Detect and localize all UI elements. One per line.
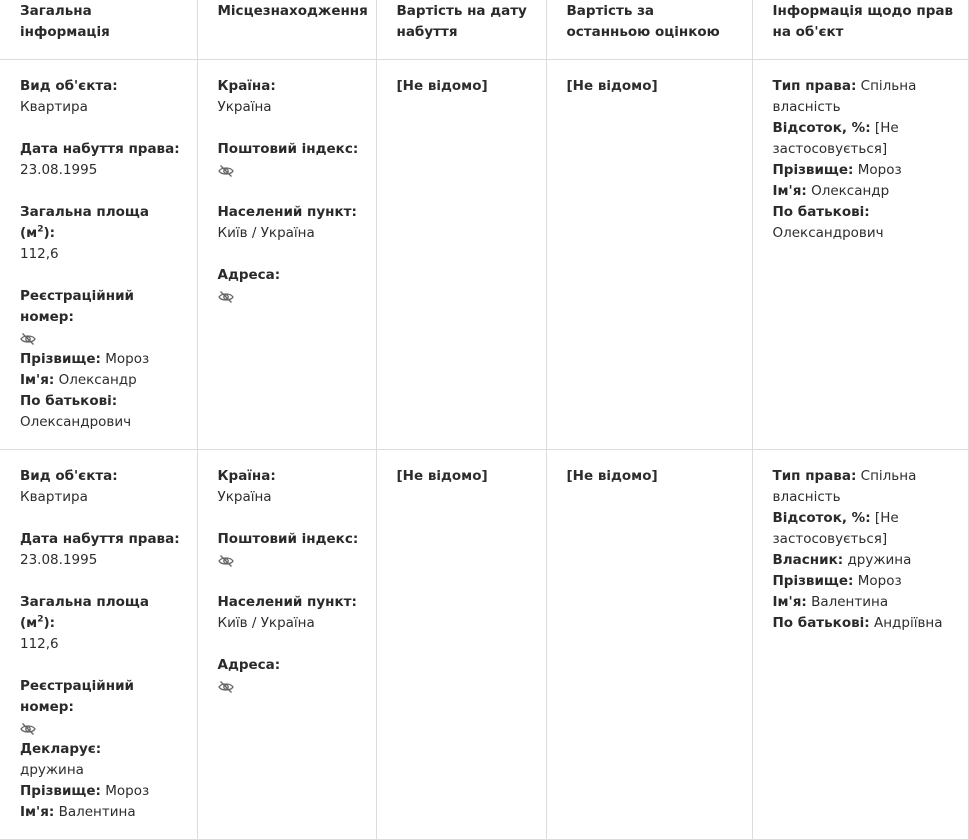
settlement-value: Київ / Україна: [217, 225, 315, 241]
country-label: Країна:: [217, 468, 276, 484]
general-info-cell: [0, 450, 197, 840]
location-cell: [197, 450, 376, 840]
table-header-row: [0, 0, 968, 60]
rights-info-cell: [752, 450, 968, 840]
eye-slash-icon: [218, 550, 362, 571]
name-label: Ім'я:: [772, 183, 807, 199]
address-label: Адреса:: [217, 657, 281, 673]
patronymic-value: Андріївна: [873, 615, 943, 631]
location-cell: [197, 60, 376, 450]
cost-acquisition-value: [Не відомо]: [396, 78, 488, 94]
eye-slash-icon: [218, 676, 362, 697]
eye-slash-icon: [218, 160, 362, 181]
object-type-label: Вид об'єкта:: [20, 468, 118, 484]
reg-number-label: Реєстраційний номер:: [20, 288, 134, 325]
table-row: [0, 450, 968, 840]
percent-value: [Не застосовується]: [772, 510, 899, 547]
country-value: Україна: [217, 99, 272, 115]
postcode-label: Поштовий індекс:: [217, 141, 359, 157]
patronymic-label: По батькові:: [772, 615, 870, 631]
cost-last-valuation-cell: [546, 60, 752, 450]
object-type-value: Квартира: [20, 99, 88, 115]
surname-label: Прізвище:: [20, 351, 101, 367]
address-label: Адреса:: [217, 267, 281, 283]
surname-value: Мороз: [857, 162, 902, 178]
declarant-label: Декларує:: [20, 741, 102, 757]
acq-date-value: 23.08.1995: [20, 162, 98, 178]
percent-value: [Не застосовується]: [772, 120, 899, 157]
acq-date-label: Дата набуття права:: [20, 531, 180, 547]
name-value: Валентина: [811, 594, 889, 610]
eye-slash-icon: [20, 718, 183, 739]
settlement-value: Київ / Україна: [217, 615, 315, 631]
patronymic-value: Олександрович: [20, 414, 132, 430]
name-label: Ім'я:: [20, 804, 55, 820]
reg-number-label: Реєстраційний номер:: [20, 678, 134, 715]
eye-slash-icon: [20, 328, 183, 349]
header-cost-last-valuation: Вартість за останньою оцінкою: [546, 0, 752, 60]
percent-label: Відсоток, %:: [772, 510, 871, 526]
header-location: Місцезнаходження: [197, 0, 376, 60]
header-cost-acquisition: Вартість на дату набуття: [376, 0, 546, 60]
surname-label: Прізвище:: [772, 573, 854, 589]
cost-acquisition-cell: [376, 60, 546, 450]
patronymic-value: Олександрович: [772, 225, 884, 241]
right-type-value: Спільна власність: [772, 468, 917, 505]
cost-last-valuation-value: [Не відомо]: [566, 78, 658, 94]
acq-date-value: 23.08.1995: [20, 552, 98, 568]
header-rights-info: Інформація щодо прав на об'єкт: [752, 0, 968, 60]
country-label: Країна:: [217, 78, 276, 94]
right-type-value: Спільна власність: [772, 78, 917, 115]
area-value: 112,6: [20, 636, 59, 652]
table-row: [0, 60, 968, 450]
settlement-label: Населений пункт:: [217, 204, 357, 220]
postcode-label: Поштовий індекс:: [217, 531, 359, 547]
surname-label: Прізвище:: [772, 162, 854, 178]
header-general-info: Загальна інформація: [0, 0, 197, 60]
name-label: Ім'я:: [20, 372, 55, 388]
name-value: Олександр: [58, 372, 137, 388]
surname-label: Прізвище:: [20, 783, 101, 799]
rights-info-cell: [752, 60, 968, 450]
acq-date-label: Дата набуття права:: [20, 141, 180, 157]
area-value: 112,6: [20, 246, 59, 262]
right-type-label: Тип права:: [772, 78, 857, 94]
owner-label: Власник:: [772, 552, 844, 568]
name-label: Ім'я:: [772, 594, 807, 610]
percent-label: Відсоток, %:: [772, 120, 871, 136]
area-label: Загальна площа $(м^2)$:: [20, 594, 149, 631]
cost-acquisition-cell: [376, 450, 546, 840]
patronymic-label: По батькові:: [772, 204, 870, 220]
object-type-label: Вид об'єкта:: [20, 78, 118, 94]
surname-value: Мороз: [105, 783, 150, 799]
cost-last-valuation-cell: [546, 450, 752, 840]
cost-acquisition-value: [Не відомо]: [396, 468, 488, 484]
eye-slash-icon: [218, 286, 362, 307]
settlement-label: Населений пункт:: [217, 594, 357, 610]
owner-value: дружина: [847, 552, 912, 568]
name-value: Валентина: [58, 804, 136, 820]
cost-last-valuation-value: [Не відомо]: [566, 468, 658, 484]
surname-value: Мороз: [857, 573, 902, 589]
name-value: Олександр: [811, 183, 890, 199]
area-label: Загальна площа $(м^2)$:: [20, 204, 149, 241]
country-value: Україна: [217, 489, 272, 505]
object-type-value: Квартира: [20, 489, 88, 505]
general-info-cell: [0, 60, 197, 450]
surname-value: Мороз: [105, 351, 150, 367]
declarant-value: дружина: [20, 762, 84, 778]
right-type-label: Тип права:: [772, 468, 857, 484]
patronymic-label: По батькові:: [20, 393, 118, 409]
